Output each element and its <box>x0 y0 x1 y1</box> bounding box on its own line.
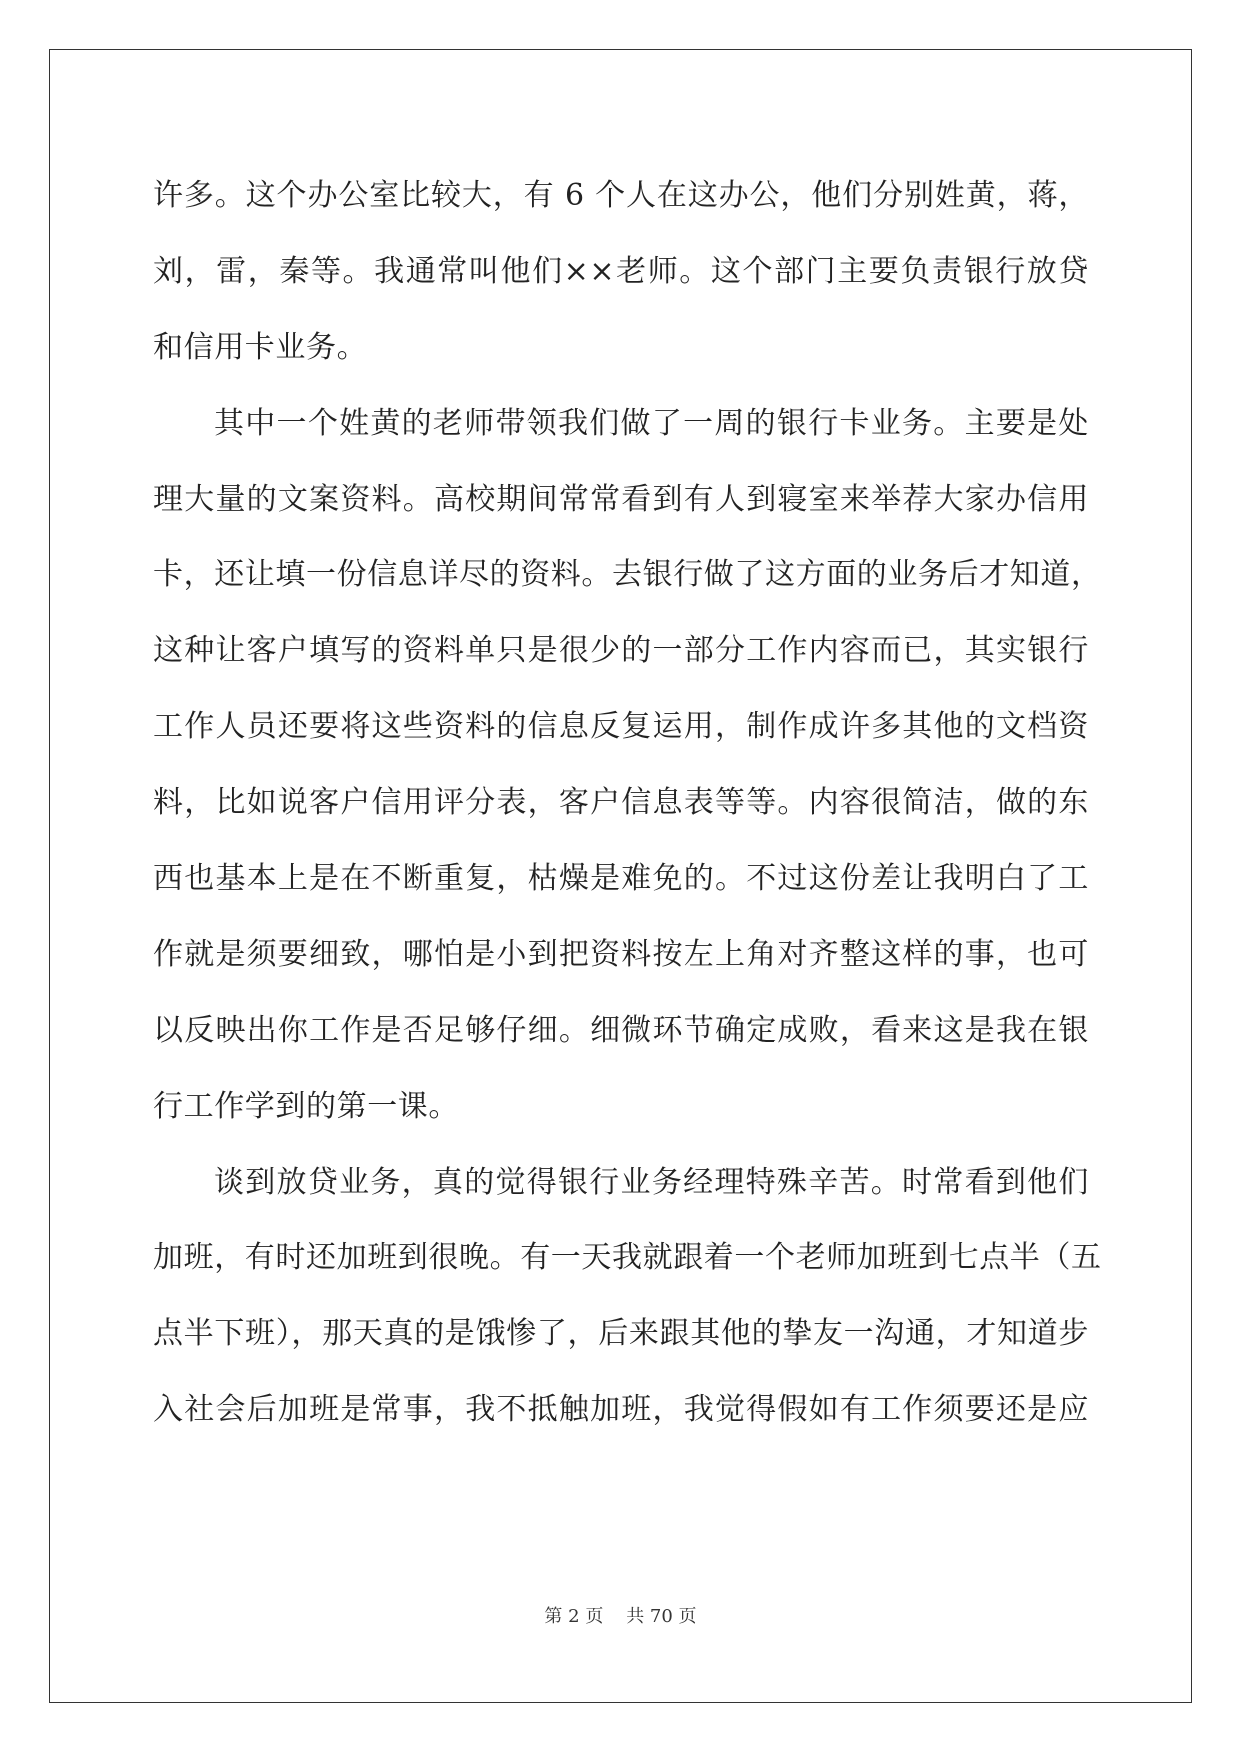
paragraph-line: 工作人员还要将这些资料的信息反复运用，制作成许多其他的文档资 <box>153 709 1089 745</box>
paragraph-line: 刘，雷，秦等。我通常叫他们××老师。这个部门主要负责银行放贷 <box>153 253 1089 289</box>
paragraph-line: 卡，还让填一份信息详尽的资料。去银行做了这方面的业务后才知道， <box>153 557 1102 593</box>
paragraph-line: 其中一个姓黄的老师带领我们做了一周的银行卡业务。主要是处 <box>214 405 1089 441</box>
document-body <box>153 164 1102 1454</box>
paragraph-line: 料，比如说客户信用评分表，客户信息表等等。内容很简洁，做的东 <box>153 785 1089 821</box>
paragraph-line: 入社会后加班是常事，我不抵触加班，我觉得假如有工作须要还是应 <box>153 1392 1089 1428</box>
paragraph-line: 谈到放贷业务，真的觉得银行业务经理特殊辛苦。时常看到他们 <box>214 1164 1089 1200</box>
paragraph-line: 作就是须要细致，哪怕是小到把资料按左上角对齐整这样的事，也可 <box>153 936 1089 972</box>
paragraph-line: 这种让客户填写的资料单只是很少的一部分工作内容而已，其实银行 <box>153 633 1089 669</box>
paragraph-line: 加班，有时还加班到很晚。有一天我就跟着一个老师加班到七点半（五 <box>153 1240 1102 1276</box>
paragraph-line: 许多。这个办公室比较大，有 6 个人在这办公，他们分别姓黄，蒋， <box>153 178 1089 213</box>
paragraph-line: 和信用卡业务。 <box>153 329 368 365</box>
paragraph-line: 理大量的文案资料。高校期间常常看到有人到寝室来举荐大家办信用 <box>153 481 1089 517</box>
page-footer: 第 2 页 共 70 页 <box>544 1606 697 1627</box>
paragraph-line: 行工作学到的第一课。 <box>153 1088 459 1124</box>
paragraph-line: 点半下班），那天真的是饿惨了，后来跟其他的挚友一沟通，才知道步 <box>153 1316 1089 1352</box>
paragraph-line: 以反映出你工作是否足够仔细。细微环节确定成败，看来这是我在银 <box>153 1012 1089 1048</box>
paragraph-line: 西也基本上是在不断重复，枯燥是难免的。不过这份差让我明白了工 <box>153 861 1089 897</box>
